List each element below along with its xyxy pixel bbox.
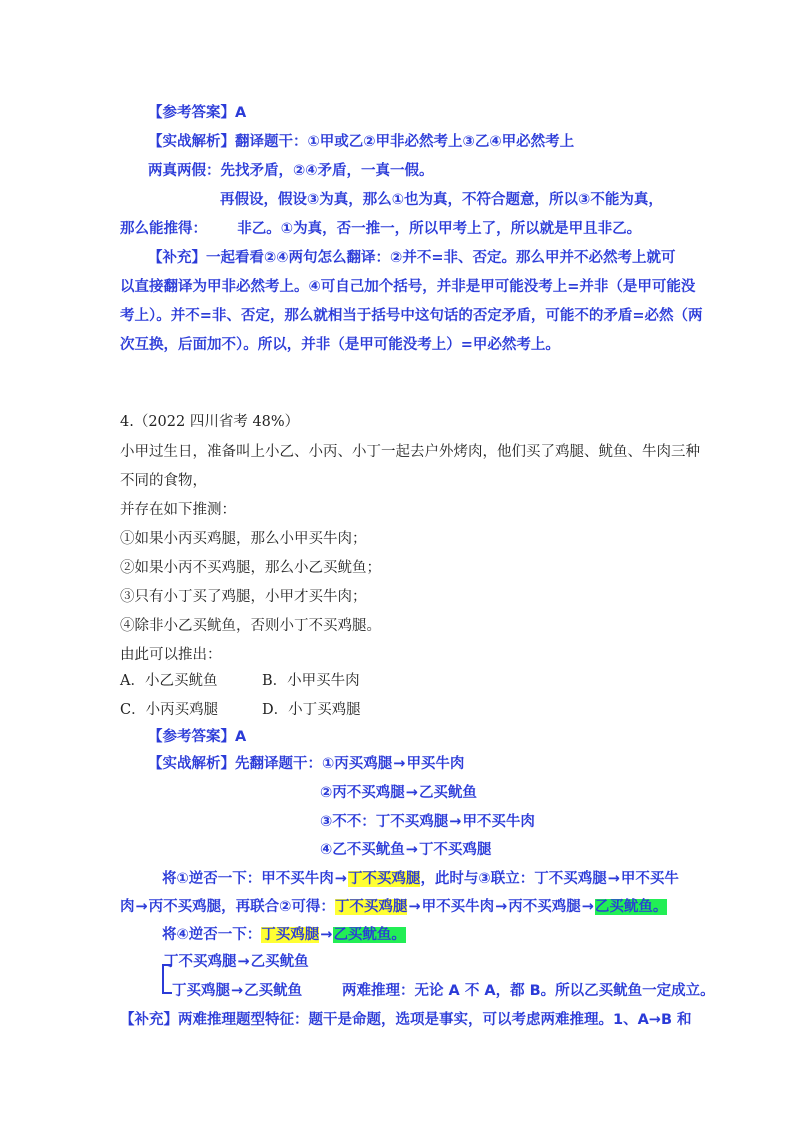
- q4-dilemma-conclusion: 两难推理：无论 A 不 A，都 B。所以乙买鱿鱼一定成立。: [342, 983, 715, 999]
- q4-question: 由此可以推出：: [120, 647, 222, 663]
- arrow-icon: →: [408, 899, 421, 915]
- q4-condition-2: ②如果小丙不买鸡腿，那么小乙买鱿鱼；: [120, 560, 381, 576]
- q3-supplement-line4: 次互换，后面加不）。所以，并非（是甲可能没考上）=甲必然考上。: [120, 337, 560, 353]
- q4-option-b: B．小甲买牛肉: [262, 673, 360, 689]
- arrow-icon: →: [495, 899, 508, 915]
- arrow-icon: →: [237, 954, 250, 970]
- highlight-green: 乙买鱿鱼。: [333, 927, 406, 943]
- q4-translation-2: ②丙不买鸡腿→乙买鱿鱼: [320, 785, 477, 801]
- q3-analysis: 【实战解析】翻译题干：①甲或乙②甲非必然考上③乙④甲必然考上: [148, 134, 575, 150]
- arrow-icon: →: [135, 899, 148, 915]
- arrow-icon: →: [334, 871, 347, 887]
- q4-dilemma-case1: 丁不买鸡腿→乙买鱿鱼: [164, 954, 309, 970]
- arrow-icon: →: [405, 842, 418, 858]
- arrow-icon: →: [581, 899, 594, 915]
- q3-analysis-line4: 那么能推得： 非乙。①为真，否一推一，所以甲考上了，所以就是甲且非乙。: [120, 221, 642, 237]
- q4-reasoning-line1: 将①逆否一下：甲不买牛肉→丁不买鸡腿，此时与③联立：丁不买鸡腿→甲不买牛: [162, 871, 679, 887]
- q4-answer: 【参考答案】A: [148, 729, 247, 745]
- arrow-icon: →: [320, 927, 333, 943]
- q3-answer: 【参考答案】A: [148, 105, 247, 121]
- q4-condition-4: ④除非小乙买鱿鱼，否则小丁不买鸡腿。: [120, 618, 381, 634]
- q4-translation-4: ④乙不买鱿鱼→丁不买鸡腿: [320, 842, 492, 858]
- q4-condition-3: ③只有小丁买了鸡腿，小甲才买牛肉；: [120, 589, 367, 605]
- q4-supplement: 【补充】两难推理题型特征：题干是命题，选项是事实，可以考虑两难推理。1、A→B 和: [120, 1012, 692, 1028]
- arrow-icon: →: [607, 871, 620, 887]
- q4-condition-1: ①如果小丙买鸡腿，那么小甲买牛肉；: [120, 531, 367, 547]
- q4-header: 4.（2022 四川省考 48%）: [120, 414, 300, 430]
- highlight-green: 乙买鱿鱼。: [594, 899, 668, 915]
- q4-translation-1: 【实战解析】先翻译题干：①丙买鸡腿→甲买牛肉: [148, 756, 465, 772]
- highlight-yellow: 丁不买鸡腿: [334, 899, 408, 915]
- q4-stem-line2: 不同的食物，: [120, 473, 207, 489]
- highlight-yellow: 丁不买鸡腿: [347, 871, 421, 887]
- q4-dilemma-case2: 丁买鸡腿→乙买鱿鱼: [172, 983, 303, 999]
- arrow-icon: →: [405, 785, 418, 801]
- highlight-yellow: 丁买鸡腿: [261, 927, 320, 943]
- q3-supplement-line1: 【补充】一起看看②④两句怎么翻译：②并不=非、否定。那么甲并不必然考上就可: [148, 250, 676, 266]
- q3-supplement-line3: 考上）。并不=非、否定，那么就相当于括号中这句话的否定矛盾，可能不的矛盾=必然（两: [120, 308, 703, 324]
- q4-reasoning-line3: 将④逆否一下：丁买鸡腿→乙买鱿鱼。: [162, 927, 406, 943]
- arrow-icon: →: [393, 756, 406, 772]
- q4-option-c: C．小丙买鸡腿: [120, 702, 219, 718]
- q4-reasoning-line2: 肉→丙不买鸡腿，再联合②可得：丁不买鸡腿→甲不买牛肉→丙不买鸡腿→乙买鱿鱼。: [120, 899, 668, 915]
- q4-stem-line3: 并存在如下推测：: [120, 502, 236, 518]
- q3-analysis-line3: 再假设，假设③为真，那么①也为真，不符合题意，所以③不能为真，: [220, 192, 663, 208]
- q4-stem-line1: 小甲过生日，准备叫上小乙、小丙、小丁一起去户外烤肉，他们买了鸡腿、鱿鱼、牛肉三种: [120, 444, 700, 460]
- q4-option-d: D．小丁买鸡腿: [262, 702, 361, 718]
- q4-analysis-prefix: 【实战解析】先翻译题干：: [148, 756, 322, 772]
- arrow-icon: →: [449, 814, 462, 830]
- q4-option-a: A．小乙买鱿鱼: [120, 673, 218, 689]
- q3-supplement-line2: 以直接翻译为甲非必然考上。④可自己加个括号，并非是甲可能没考上=并非（是甲可能没: [120, 279, 696, 295]
- q3-analysis-line2: 两真两假：先找矛盾，②④矛盾，一真一假。: [148, 163, 434, 179]
- q4-translation-3: ③不不：丁不买鸡腿→甲不买牛肉: [320, 814, 535, 830]
- arrow-icon: →: [231, 983, 244, 999]
